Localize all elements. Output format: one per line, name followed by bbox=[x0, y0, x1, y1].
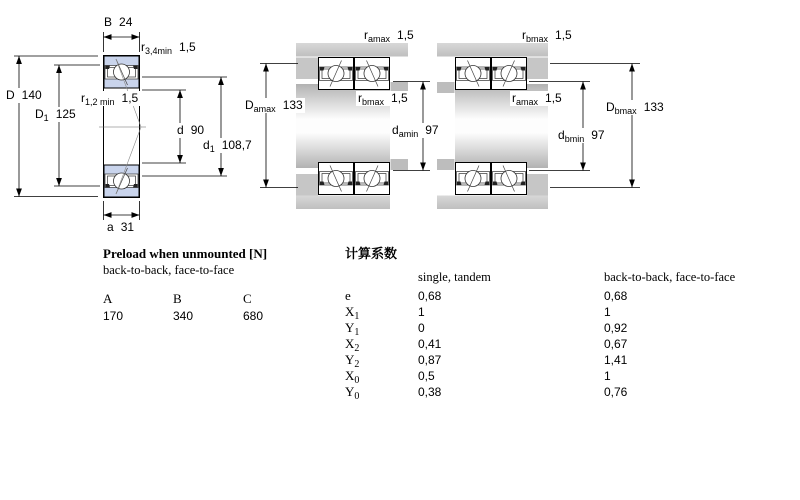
preload-value-C: 680 bbox=[243, 309, 264, 323]
factors-col1-header: single, tandem bbox=[418, 270, 491, 284]
housing-shoulder-top bbox=[527, 58, 548, 80]
dim-label-B: B 24 bbox=[104, 15, 133, 29]
factor-value: 0,41 bbox=[418, 337, 442, 351]
dim-label-ramax-mid: $r_{amax}$ 1,5 bbox=[364, 28, 414, 44]
dim-label-damin: $d_{amin}$ 97 bbox=[392, 123, 439, 139]
factor-value: 0,67 bbox=[604, 337, 628, 351]
factor-value: 0,68 bbox=[604, 289, 628, 303]
factor-value: 1 bbox=[604, 369, 611, 383]
factor-value: 0,76 bbox=[604, 385, 628, 399]
housing-band-bottom bbox=[296, 196, 390, 210]
factor-value: 1 bbox=[418, 305, 425, 319]
housing-shoulder-bottom bbox=[527, 174, 548, 196]
dim-label-Damax: $D_{amax}$ 133 bbox=[245, 98, 303, 114]
housing-shoulder-top bbox=[296, 58, 318, 80]
factors-col2-header: back-to-back, face-to-face bbox=[604, 270, 736, 284]
bearing-bottom-ring bbox=[104, 165, 139, 197]
dim-label-ramax-right: $r_{amax}$ 1,5 bbox=[512, 91, 562, 107]
factor-value: 0,68 bbox=[418, 289, 442, 303]
factor-value: 1 bbox=[604, 305, 611, 319]
factor-row-label: e bbox=[345, 288, 351, 303]
factor-value: 0,5 bbox=[418, 369, 435, 383]
factor-row-label: $Y_2$ bbox=[345, 352, 360, 370]
dim-label-d: d 90 bbox=[177, 123, 205, 137]
preload-col-B: B bbox=[173, 291, 182, 306]
factor-value: 0,38 bbox=[418, 385, 442, 399]
dim-label-Dbmax: $D_{bmax}$ 133 bbox=[606, 100, 664, 116]
preload-value-A: 170 bbox=[103, 309, 124, 323]
housing-band-bottom bbox=[437, 196, 548, 210]
dim-label-dbmin: $d_{bmin}$ 97 bbox=[558, 128, 605, 144]
mounting-diagram-face-to-face bbox=[437, 43, 640, 209]
preload-subtitle: back-to-back, face-to-face bbox=[103, 263, 235, 277]
factor-row-label: $Y_1$ bbox=[345, 320, 360, 338]
dim-label-rbmax-right: $r_{bmax}$ 1,5 bbox=[522, 28, 572, 44]
shaft-shoulder-top bbox=[437, 82, 455, 93]
factor-row-label: $X_0$ bbox=[345, 368, 360, 386]
dim-label-D1: $D_1$ 125 bbox=[35, 107, 76, 123]
dim-label-D: D 140 bbox=[6, 88, 42, 102]
factor-value: 0,87 bbox=[418, 353, 442, 367]
bearing-top-ring bbox=[104, 56, 139, 88]
preload-col-A: A bbox=[103, 291, 113, 306]
factor-row-label: $X_1$ bbox=[345, 304, 360, 322]
housing-shoulder-bottom bbox=[296, 174, 318, 196]
factor-row-label: $Y_0$ bbox=[345, 384, 360, 402]
shaft-shoulder-bottom bbox=[437, 159, 455, 170]
dim-label-r12min: $r_{1,2 min}$ 1,5 bbox=[81, 91, 139, 107]
dim-label-r34min: $r_{3,4min}$ 1,5 bbox=[141, 40, 196, 56]
factor-value: 0 bbox=[418, 321, 425, 335]
preload-value-B: 340 bbox=[173, 309, 194, 323]
factor-value: 0,92 bbox=[604, 321, 628, 335]
factor-value: 1,41 bbox=[604, 353, 628, 367]
housing-band-top bbox=[437, 43, 548, 57]
factors-title: 计算系数 bbox=[345, 246, 398, 261]
housing-band-top bbox=[296, 43, 408, 57]
dim-label-a: a 31 bbox=[107, 220, 135, 234]
factor-row-label: $X_2$ bbox=[345, 336, 360, 354]
shaft-shoulder-bottom bbox=[391, 159, 409, 170]
dim-label-d1: $d_1$ 108,7 bbox=[203, 138, 252, 154]
dim-label-rbmax-mid: $r_{bmax}$ 1,5 bbox=[358, 91, 408, 107]
preload-title: Preload when unmounted [N] bbox=[103, 246, 268, 261]
preload-col-C: C bbox=[243, 291, 252, 306]
